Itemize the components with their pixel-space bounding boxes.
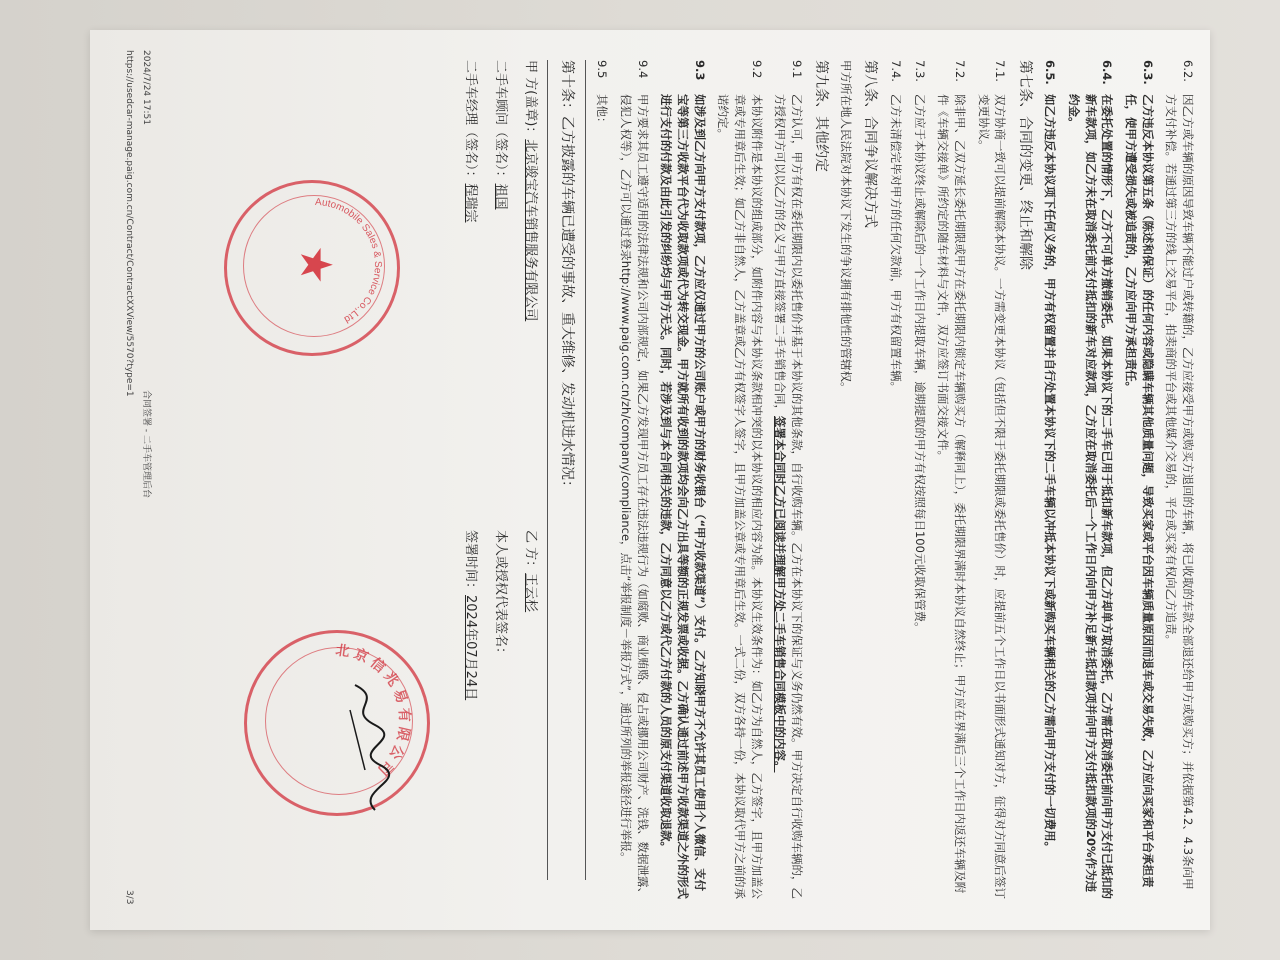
date-value: 2024年07月24日 bbox=[463, 595, 479, 701]
clause-text bbox=[772, 94, 805, 900]
party-b-block bbox=[521, 530, 540, 612]
clause-text: 本协议附件是本协议的组成部分，如附件内容与本协议条款相冲突的以本协议的相应内容为准。本协议生效条件为：如乙方为自然人，乙方签字，且甲方加盖公章或专用章后生效；如乙方非自然人，乙方盖章或乙方有权签字人签字，且甲方加盖公章或专用章后生效。一式二份，双方各持一份，本协议取代甲方之前的承诺约定。 bbox=[716, 94, 764, 899]
date-label: 签署时间： bbox=[463, 530, 479, 596]
clause-7-3 bbox=[911, 60, 928, 900]
clause-7-1 bbox=[975, 60, 1008, 900]
section-8-title: 第八条、合同争议解决方式 bbox=[862, 60, 879, 228]
clause-number: 9.2 bbox=[749, 60, 764, 79]
clause-number: 6.4. bbox=[1100, 60, 1115, 85]
section-10-title: 第十条：乙方披露的车辆已遭受的事故、重大维修、发动机进水情况： bbox=[558, 60, 575, 494]
clause-text: 如涉及到乙方向甲方支付款项，乙方应仅通过甲方的公司账户或甲方的财务收银台（“甲方收款渠道”）支付。乙方知晓甲方不允许其员工使用个人微信、支付宝等第三方收款平台代为收取款项或代为转交现金。甲方就所有收到的款项均会向乙方出具等额的正规发票或收据。乙方确认通过前述甲方收款渠道之外的形式进行支付的付款及由此引发的纠纷均与甲方无关。同时，若涉及到与本合同相关的违款，乙方同意以乙方或代乙方付款的人员的原支付渠道收取退款。 bbox=[659, 94, 707, 899]
clause-text: 乙方未清偿完毕对甲方的任何欠款前，甲方有权留置车辆。 bbox=[888, 94, 903, 393]
svg-text:Automobile Sales & Service Co.: Automobile Sales & Service Co.,Ltd bbox=[314, 196, 384, 325]
signature-row-2 bbox=[479, 60, 509, 900]
clause-text: 如乙方违反本协议项下任何义务的，甲方有权留置并自行处置本协议下的二手车辆以冲抵本协议下或新购买车辆相关的乙方需向甲方支付的一切费用。 bbox=[1043, 94, 1058, 853]
contract-page bbox=[90, 30, 1210, 930]
clause-number: 7.2. bbox=[952, 60, 967, 82]
clause-text: 在委托处置的情形下，乙方不可单方撤销委托。如果本协议下的二手车已用于抵扣新车款项，但乙方却单方取消委托，乙方需在取消委托前向甲方支付已抵扣的新车款项，如乙方未在取消委托前支付抵扣的新车对应款项，乙方应在取消委托后一个工作日内向甲方补足新车抵扣款项并向甲方支付抵扣款项的20%作为违约金。 bbox=[1066, 94, 1115, 899]
party-a-label: 甲 方(盖章)： bbox=[523, 60, 539, 140]
date-block bbox=[461, 530, 480, 700]
clause-number: 7.3. bbox=[912, 60, 927, 82]
clause-9-1 bbox=[772, 60, 805, 900]
clause-text: 其他： bbox=[595, 94, 610, 129]
seal-star-icon: ★ bbox=[290, 245, 341, 285]
divider bbox=[547, 60, 548, 880]
clause-number: 9.4 bbox=[635, 60, 650, 79]
clause-6-2 bbox=[1163, 60, 1196, 900]
clause-9-1-text: 乙方认可，甲方有权在委托期限内以委托售价并基于本协议的其他条款，自行收购车辆。乙方在本协议下的保证与义务仍然有效。甲方决定自行收购车辆的，乙方授权甲方可以以乙方的名义与甲方直接签署二手车销售合同， bbox=[773, 94, 805, 899]
clause-text: 乙方违反本协议第五条（陈述和保证）的任何内容或隐瞒车辆其他质量问题，导致买家或平台因车辆质量原因而退车或交易失败，乙方应向买家和平台承担责任，使甲方遭受损失或被追责的，乙方应向甲方承担责任。 bbox=[1123, 94, 1155, 888]
clause-9-5 bbox=[594, 60, 611, 900]
divider bbox=[585, 60, 586, 880]
page-number: 3/3 bbox=[124, 890, 134, 905]
clause-number: 6.5. bbox=[1043, 60, 1058, 85]
clause-number: 9.3 bbox=[692, 60, 707, 81]
party-a-name: 北京骏宝汽车销售服务有限公司 bbox=[523, 139, 539, 322]
clause-9-2 bbox=[715, 60, 765, 900]
party-a-block bbox=[521, 60, 540, 321]
clause-number: 6.2. bbox=[1181, 60, 1195, 82]
signature-row-3 bbox=[449, 60, 479, 900]
section-8-text: 甲方所在地人民法院对本协议下发生的争议拥有排他性的管辖权。 bbox=[839, 60, 853, 394]
party-b-label: 乙 方： bbox=[523, 530, 539, 574]
clause-text: 甲方要求其员工遵守适用的法律法规和公司内部规定，如果乙方发现甲方员工存在违法违规行为（如腐败、商业贿赂、侵占或挪用公司财产、洗钱、数据泄露、侵犯人权等），乙方可以通过登录http://www.paig.com.cn/zh/company/compliance，点击“举报制度－举报方式”，通过所列的举报途径进行举报。 bbox=[618, 94, 650, 899]
print-title: 合同签署 - 二手车管理后台 bbox=[141, 390, 151, 498]
clause-text: 乙方应于本协议终止或解除后的一个工作日内提取车辆，逾期提取的甲方有权按照每日100元收取保管费。 bbox=[912, 94, 927, 634]
contract-body bbox=[449, 60, 1196, 900]
clause-number: 7.4. bbox=[888, 60, 903, 82]
print-datetime: 2024/7/24 17:51 bbox=[141, 50, 151, 125]
section-9-title: 第九条、其他约定 bbox=[813, 60, 830, 172]
section-7-title: 第七条、合同的变更、终止和解除 bbox=[1016, 60, 1033, 270]
manager-name: 程瑞宗 bbox=[463, 183, 479, 223]
authorized-signer-label: 本人或授权代表签名： bbox=[493, 530, 509, 661]
seal-ring-text bbox=[230, 180, 400, 350]
clause-text: 因乙方或车辆的原因导致车辆不能过户或转籍的，乙方应接受甲方或购买方退回的车辆，将已收取的车款全部退还给甲方或购买方；并依据第4.2、4.3条向甲方支付补偿。若通过第三方的线上交易平台，拍卖商的平台或其他媒介交易的，平台或买家有权向乙方追责。 bbox=[1164, 94, 1195, 890]
advisor-block bbox=[491, 60, 510, 210]
manager-block bbox=[461, 60, 480, 223]
svg-text:北京信兆易有限公司: 北京信兆易有限公司 bbox=[334, 642, 413, 781]
clause-number: 9.5 bbox=[595, 60, 610, 79]
clause-6-3 bbox=[1122, 60, 1155, 900]
clause-6-5 bbox=[1042, 60, 1059, 900]
clause-text: 除非甲、乙双方延长委托期限或甲方在委托期限内锁定车辆购买方（解释同上），委托期限界满时本协议自然终止；甲方应在界满后三个工作日内返还车辆及附件《车辆交接单》所约定的随车材料与文件，双方应签订书面交接文件。 bbox=[936, 94, 967, 894]
party-a-seal bbox=[224, 180, 400, 356]
signature-row-1 bbox=[509, 60, 539, 900]
advisor-name: 祖国 bbox=[493, 183, 509, 210]
clause-number: 6.3. bbox=[1140, 60, 1155, 85]
clause-9-4 bbox=[617, 60, 650, 900]
clause-9-3 bbox=[658, 60, 708, 900]
clause-number: 7.1. bbox=[993, 60, 1008, 82]
contract-paper bbox=[90, 30, 1210, 930]
clause-9-1-emphasis: 签署本合同时乙方已阅读并理解甲方处二手车销售合同模板中的内容。 bbox=[773, 416, 788, 773]
party-b-name: 王云杉 bbox=[523, 573, 539, 613]
clause-text: 双方协商一致可以提前解除本协议。一方需变更本协议（包括但不限于委托期限或委托售价）时，应提前五个工作日以书面形式通知对方，征得对方同意后签订变更协议。 bbox=[976, 94, 1008, 899]
clause-7-4 bbox=[887, 60, 904, 900]
manager-label: 二手车经理（签名）： bbox=[463, 60, 479, 184]
clause-6-4 bbox=[1065, 60, 1115, 900]
advisor-label: 二手车顾问（签名）： bbox=[493, 60, 509, 184]
clause-7-2 bbox=[935, 60, 968, 900]
print-url: https://usedcar-manage.paig.com.cn/Contract/ContractXXView/5570?type=1 bbox=[124, 50, 134, 397]
clause-number: 9.1 bbox=[790, 60, 805, 79]
handwritten-signature bbox=[335, 680, 395, 820]
